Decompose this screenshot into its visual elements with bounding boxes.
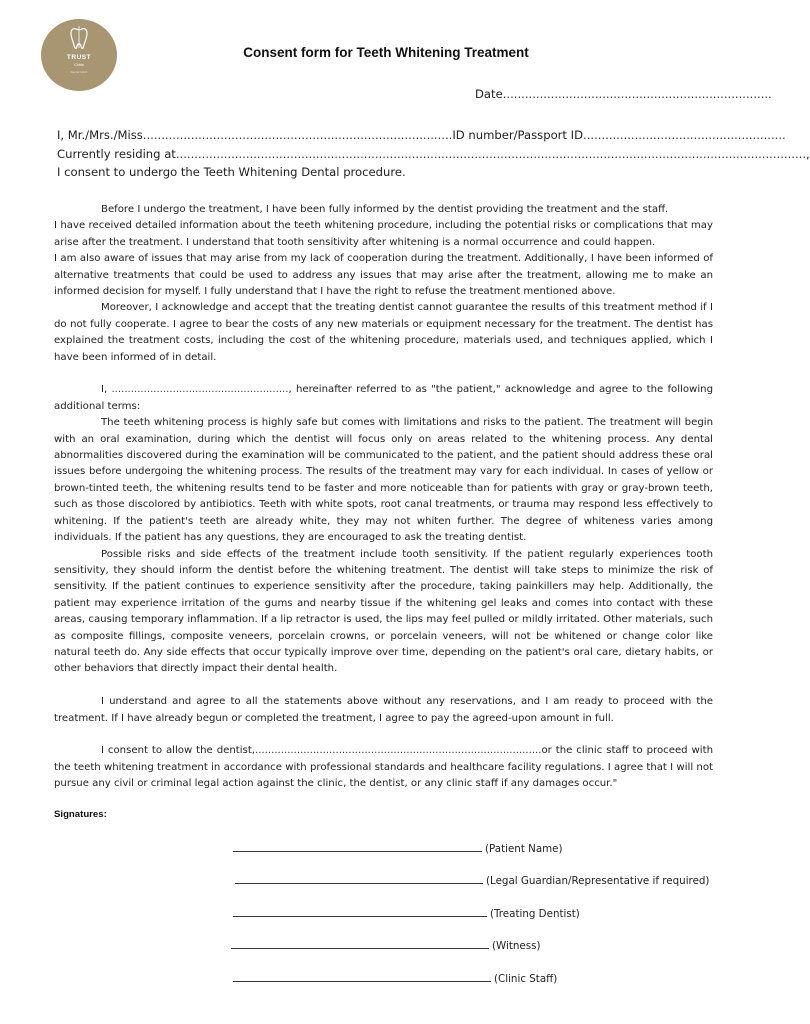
signature-guardian	[235, 874, 709, 887]
paragraph-side-effects: Possible risks and side effects of the treatment include tooth sensitivity. If the patient regularly experiences tooth sensitivity, they should inform the dentist before the whitening treatment. The dentist will take steps to minimize the risk of sensitivity. If the patient continues to experience sensitivity after the procedure, taking painkillers may help. Additionally, the patient may experience irritation of the gums and nearby tissue if the whitening gel leaks and comes into contact with these areas, causing temporary inflammation. If a lip retractor is used, the lips may feel pulled or mildly irritated. Other materials, such as composite fillings, composite veneers, porcelain crowns, or porcelain veneers, will not be whitened or change color like natural teeth do. Any side effects that occur typically improve over time, depending on the patient's oral care, dietary habits, or other behaviors that directly impact their dental health.	[54, 548, 713, 675]
signature-dentist-label: (Treating Dentist)	[490, 908, 580, 920]
declaration-suffix: , hereinafter referred to as "the patient," acknowledge and agree to the following additional terms:	[54, 384, 713, 412]
paragraph-dentist-consent	[54, 743, 713, 792]
residence-label: Currently residing at	[57, 147, 176, 161]
signature-patient-label: (Patient Name)	[485, 843, 563, 855]
signature-patient	[233, 842, 563, 855]
date-field[interactable]: .........................................................................	[502, 87, 772, 101]
signature-staff-line[interactable]	[233, 972, 491, 982]
signature-witness-label: (Witness)	[492, 940, 541, 952]
paragraph-agreement: I understand and agree to all the statements above without any reservations, and I am ready to proceed with the treatment. If I have already begun or completed the treatment, I agree to pay the agreed-upon amount in full.	[54, 696, 713, 724]
signature-guardian-line[interactable]	[235, 874, 483, 884]
patient-name-field[interactable]: .......................................................	[111, 384, 289, 396]
name-label: I, Mr./Mrs./Miss	[57, 128, 143, 142]
signature-dentist-line[interactable]	[233, 907, 487, 917]
dentist-name-field[interactable]: .........................................................................................	[255, 745, 542, 757]
dentist-consent-prefix: I consent to allow the dentist,	[101, 745, 256, 757]
name-field[interactable]: ....................................................................................	[142, 128, 453, 142]
signature-witness	[231, 939, 540, 952]
paragraph-informed: Before I undergo the treatment, I have been fully informed by the dentist providing the treatment and the staff.	[101, 204, 669, 215]
signature-patient-line[interactable]	[233, 842, 482, 852]
logo-tagline: Dental Clinic	[70, 70, 88, 74]
form-title: Consent form for Teeth Whitening Treatment	[243, 45, 529, 60]
paragraph-process: The teeth whitening process is highly safe but comes with limitations and risks to the patient. The treatment will begin with an oral examination, during which the dentist will focus only on areas related to the whitening process. Any dental abnormalities discovered during the examination will be communicated to the patient, and the patient should address these oral issues before undergoing the whitening process. The results of the treatment may vary for each individual. In cases of yellow or brown-tinted teeth, the whitening results tend to be faster and more noticeable than for patients with gray or gray-brown teeth, such as those discolored by antibiotics. Teeth with white spots, root canal treatments, or trauma may respond less effectively to whitening. If the patient's teeth are already white, they may not whiten further. The degree of whiteness varies among individuals. If the patient has any questions, they are encouraged to ask the treating dentist.	[54, 417, 713, 544]
id-label: ID number/Passport ID	[452, 128, 584, 142]
date-label: Date	[475, 87, 503, 101]
dentist-consent-suffix: or the clinic staff to proceed with the teeth whitening treatment in accordance with professional standards and healthcare facility regulations. I agree that I will not pursue any civil or criminal legal action against the clinic, the dentist, or any clinic staff if any damages occur."	[54, 745, 714, 790]
declaration-prefix: I,	[101, 384, 108, 396]
residence-line: Currently residing at...........................................................................................................................................................................,	[57, 147, 810, 161]
consent-body	[54, 202, 713, 793]
signature-witness-line[interactable]	[231, 939, 489, 949]
signature-staff	[233, 972, 557, 985]
consent-statement: I consent to undergo the Teeth Whitening Dental procedure.	[57, 165, 406, 179]
paragraph-cooperation: I am also aware of issues that may arise from my lack of cooperation during the treatment. Additionally, I have been informed of alternative treatments that could be used to address any issues that may arise after the treatment, allowing me to make an informed decision for myself. I fully understand that I have the right to refuse the treatment mentioned above.	[54, 253, 713, 298]
signature-staff-label: (Clinic Staff)	[494, 973, 558, 985]
logo-name: TRUST	[66, 54, 92, 61]
paragraph-patient-declaration	[54, 382, 713, 415]
residence-field[interactable]: ...........................................................................................................................................................................	[175, 147, 807, 161]
paragraph-costs: Moreover, I acknowledge and accept that the treating dentist cannot guarantee the results of this treatment method if I do not fully cooperate. I agree to bear the costs of any new materials or equipment necessary for the treatment. The dentist has explained the treatment costs, including the cost of the whitening procedure, materials used, and techniques applied, which I have been informed of in detail.	[54, 302, 713, 363]
signatures-heading: Signatures:	[54, 809, 107, 820]
signature-dentist	[233, 907, 580, 920]
logo-subtitle: Clinic	[74, 62, 84, 67]
patient-info-line	[57, 128, 786, 142]
signature-guardian-label: (Legal Guardian/Representative if required)	[486, 875, 710, 887]
date-line	[475, 87, 772, 101]
id-field[interactable]: .......................................................	[583, 128, 786, 142]
paragraph-risks: I have received detailed information about the teeth whitening procedure, including the potential risks or complications that may arise after the treatment. I understand that tooth sensitivity after whitening is a normal occurrence and could happen.	[54, 220, 713, 248]
